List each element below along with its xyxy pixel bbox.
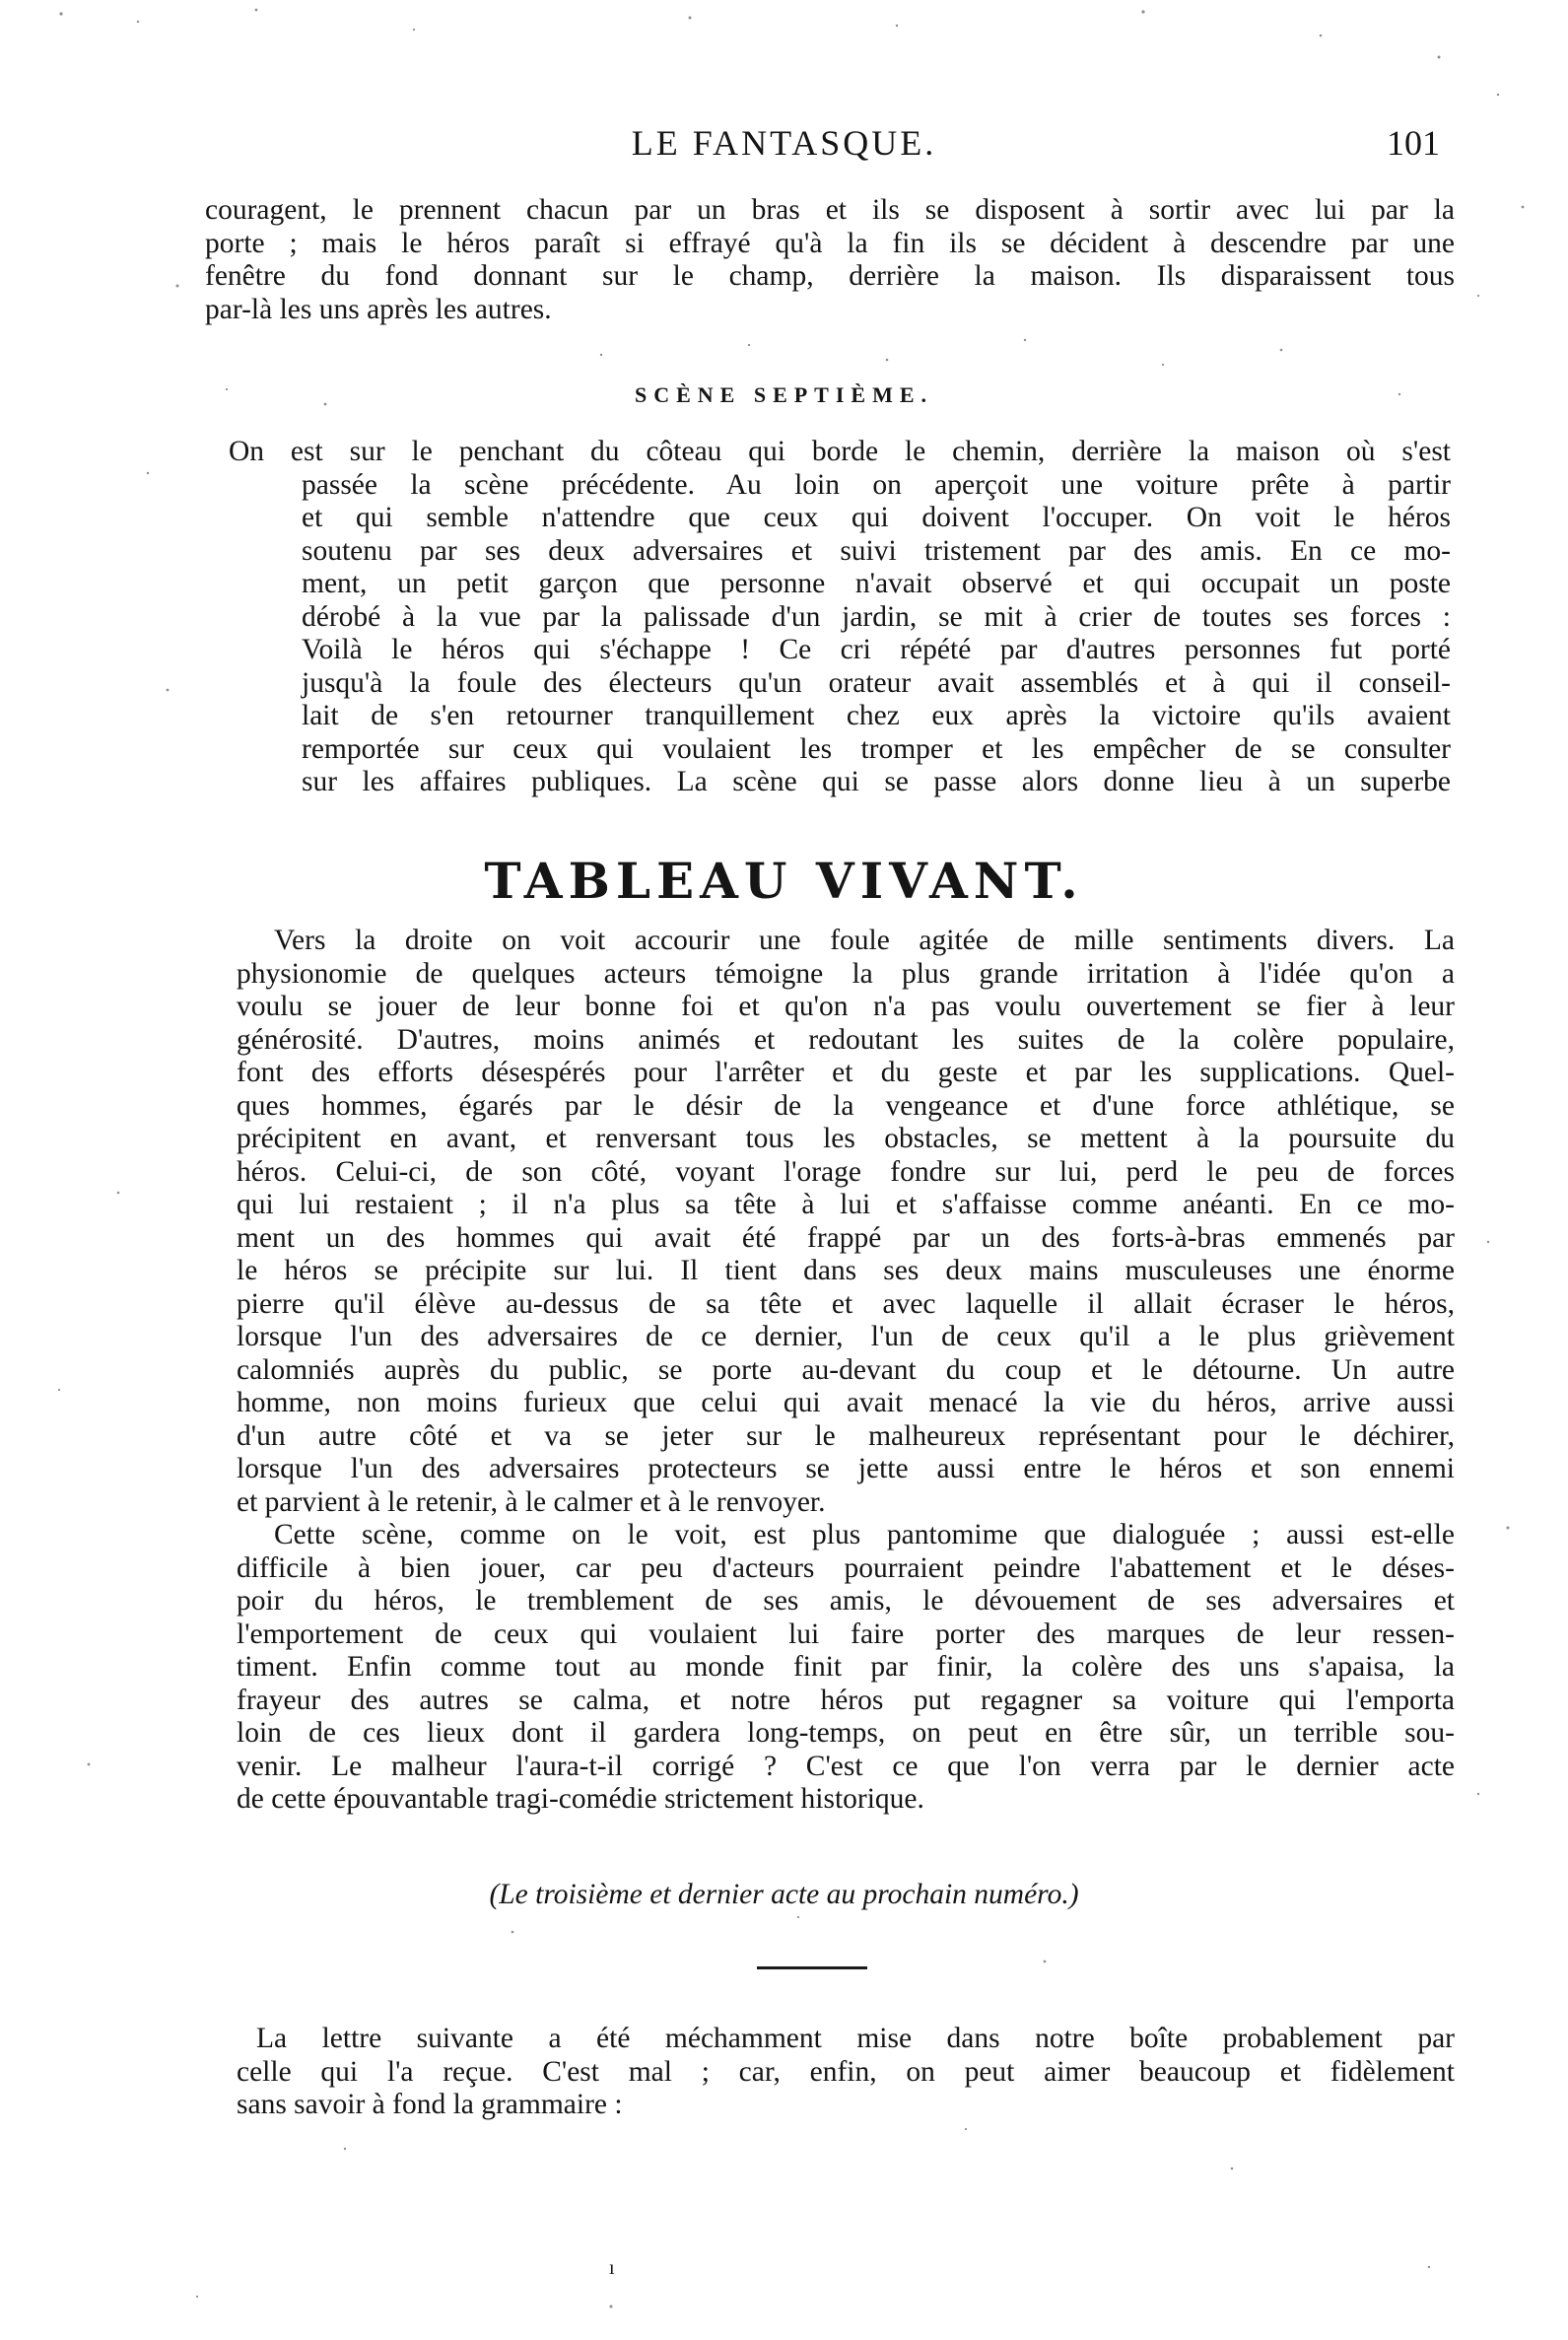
text-line: venir. Le malheur l'aura-t-il corrigé ? C'est ce que l'on verra par le dernier acte [237,1750,1455,1782]
text-line: lait de s'en retourner tranquillement chez eux après la victoire qu'ils avaient [302,700,1451,731]
text-line: sans savoir à fond la grammaire : [237,2089,623,2120]
letter-introduction [237,2023,1455,2122]
tableau-description [237,925,1455,1817]
text-line: le héros se précipite sur lui. Il tient dans ses deux mains musculeuses une énorme [237,1255,1455,1286]
text-line: poir du héros, le tremblement de ses amis, le dévouement de ses adversaires et [237,1585,1455,1617]
text-line: Vers la droite on voit accourir une foule agitée de mille sentiments divers. La [274,925,1455,956]
text-line: calomniés auprès du public, se porte au-devant du coup et le détourne. Un autre [237,1353,1455,1386]
text-line: porte ; mais le héros paraît si effrayé qu'à la fin ils se décident à descendre par une [205,227,1455,259]
text-line: difficile à bien jouer, car peu d'acteurs pourraient peindre l'abattement et le déses- [237,1551,1455,1584]
text-line: dérobé à la vue par la palissade d'un jardin, se mit à crier de toutes ses forces : [302,600,1451,633]
text-line: celle qui l'a reçue. C'est mal ; car, enfin, on peut aimer beaucoup et fidèlement [237,2055,1455,2088]
page-header [0,118,1568,168]
text-line: lorsque l'un des adversaires de ce dernier, l'un de ceux qu'il a le plus grièvement [237,1321,1455,1352]
text-line: font des efforts désespérés pour l'arrêter et du geste et par les supplications. Quel- [237,1057,1455,1088]
text-line: par-là les uns après les autres. [205,293,552,325]
text-line: pierre qu'il élève au-dessus de sa tête et avec laquelle il allait écraser le héros, [237,1287,1455,1320]
text-line: soutenu par ses deux adversaires et suivi tristement par des amis. En ce mo- [302,534,1451,567]
section-divider [757,1966,867,1969]
text-line: sur les affaires publiques. La scène qui se passe alors donne lieu à un superbe [302,766,1451,797]
text-line: La lettre suivante a été méchamment mise dans notre boîte probablement par [256,2023,1455,2054]
text-line: d'un autre côté et va se jeter sur le malheureux représentant pour le déchirer, [237,1419,1455,1452]
text-line: loin de ces lieux dont il gardera long-temps, on peut en être sûr, un terrible sou- [237,1717,1455,1749]
text-line: Cette scène, comme on le voit, est plus pantomime que dialoguée ; aussi est-elle [274,1519,1455,1550]
tableau-title: TABLEAU VIVANT. [484,852,1084,910]
text-line: fenêtre du fond donnant sur le champ, derrière la maison. Ils disparaissent tous [205,260,1455,292]
text-line: homme, non moins furieux que celui qui avait menacé la vie du héros, arrive aussi [237,1387,1455,1418]
page-number: 101 [1387,123,1440,163]
running-title: LE FANTASQUE. [631,123,937,163]
text-line: précipitent en avant, et renversant tous les obstacles, se mettent à la poursuite du [237,1123,1455,1154]
text-line: générosité. D'autres, moins animés et redoutant les suites de la colère populaire, [237,1023,1455,1056]
text-line: On est sur le penchant du côteau qui borde le chemin, derrière la maison où s'est [229,436,1451,467]
text-line: et parvient à le retenir, à le calmer et à le renvoyer. [237,1485,826,1518]
text-line: frayeur des autres se calma, et notre héros put regagner sa voiture qui l'emporta [237,1684,1455,1716]
text-line: timent. Enfin comme tout au monde finit par finir, la colère des uns s'apaisa, la [237,1651,1455,1683]
text-line: passée la scène précédente. Au loin on aperçoit une voiture prête à partir [302,468,1451,501]
text-line: de cette épouvantable tragi-comédie strictement historique. [237,1783,924,1815]
text-line: voulu se jouer de leur bonne foi et qu'on n'a pas voulu ouvertement se fier à leur [237,991,1455,1022]
text-line: jusqu'à la foule des électeurs qu'un orateur avait assemblés et à qui il conseil- [302,666,1451,699]
text-line: héros. Celui-ci, de son côté, voyant l'orage fondre sur lui, perd le peu de forces [237,1155,1455,1188]
text-line: qui lui restaient ; il n'a plus sa tête à lui et s'affaisse comme anéanti. En ce mo- [237,1189,1455,1220]
footer-mark: ı [609,2257,615,2279]
text-line: ques hommes, égarés par le désir de la vengeance et d'une force athlétique, se [237,1089,1455,1122]
next-issue-announcement: (Le troisième et dernier acte au prochain numéro.) [489,1879,1079,1910]
text-line: physionomie de quelques acteurs témoigne la plus grande irritation à l'idée qu'on a [237,957,1455,990]
paragraph-continued [205,194,1455,326]
text-line: l'emportement de ceux qui voulaient lui faire porter des marques de leur ressen- [237,1617,1455,1650]
text-line: remportée sur ceux qui voulaient les tromper et les empêcher de se consulter [302,732,1451,765]
text-line: ment, un petit garçon que personne n'avait observé et qui occupait un poste [302,568,1451,599]
scene-heading: SCÈNE SEPTIÈME. [634,382,934,407]
text-line: Voilà le héros qui s'échappe ! Ce cri répété par d'autres personnes fut porté [302,634,1451,665]
text-line: couragent, le prennent chacun par un bras et ils se disposent à sortir avec lui par la [205,194,1455,226]
text-line: et qui semble n'attendre que ceux qui doivent l'occuper. On voit le héros [302,502,1451,533]
text-line: ment un des hommes qui avait été frappé par un des forts-à-bras emmenés par [237,1221,1455,1254]
text-line: lorsque l'un des adversaires protecteurs se jette aussi entre le héros et son ennemi [237,1453,1455,1484]
scene-description [229,436,1451,799]
